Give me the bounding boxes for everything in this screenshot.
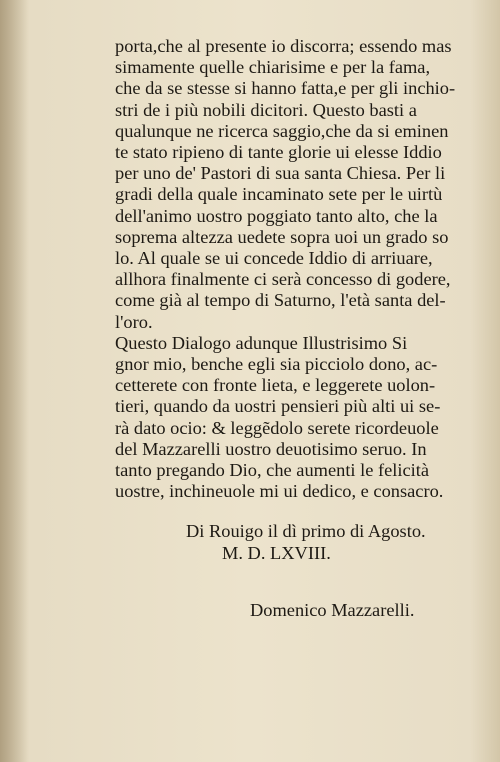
place-date: Di Rouigo il dì primo di Agosto.	[186, 521, 426, 542]
text-line: tieri, quando da uostri pensieri più alti ui se-	[115, 396, 441, 417]
dedication-text	[115, 36, 483, 621]
text-line: del Mazzarelli uostro deuotisimo seruo. In	[115, 438, 427, 459]
text-line: gradi della quale incaminato sete per le uirtù	[115, 184, 443, 205]
text-line: l'oro.	[115, 311, 153, 332]
text-line: qualunque ne ricerca saggio,che da si eminen	[115, 120, 449, 141]
signature: Domenico Mazzarelli.	[250, 599, 415, 620]
text-line: dell'animo uostro poggiato tanto alto, che la	[115, 205, 438, 226]
text-line: allhora finalmente ci serà concesso di godere,	[115, 269, 451, 290]
text-line: stri de i più nobili dicitori. Questo basti a	[115, 99, 417, 120]
text-line: porta,che al presente io discorra; essendo mas	[115, 36, 452, 56]
text-line: te stato ripieno di tante glorie ui elesse Iddio	[115, 142, 442, 163]
text-line: tanto pregando Dio, che aumenti le felicità	[115, 460, 430, 481]
text-line: soprema altezza uedete sopra uoi un grado so	[115, 226, 449, 247]
year: M. D. LXVIII.	[222, 542, 331, 563]
text-line: che da se stesse si hanno fatta,e per gli inchio-	[115, 78, 456, 99]
text-line: per uno de' Pastori di sua santa Chiesa. Per li	[115, 163, 446, 184]
text-line: simamente quelle chiarisime e per la fama,	[115, 57, 431, 78]
spacer	[115, 564, 483, 600]
text-line: gnor mio, benche egli sia picciolo dono, ac-	[115, 354, 438, 375]
text-line: cetterete con fronte lieta, e leggerete uolon-	[115, 375, 436, 396]
gutter-shadow	[0, 0, 28, 762]
text-line: Questo Dialogo adunque Illustrisimo Si	[115, 332, 408, 353]
text-line: lo. Al quale se ui concede Iddio di arriuare,	[115, 248, 433, 269]
spacer	[115, 502, 483, 521]
text-line: rà dato ocio: & leggẽdolo serete ricordeuole	[115, 417, 439, 438]
text-line: come già al tempo di Saturno, l'età santa del-	[115, 290, 446, 311]
text-line: uostre, inchineuole mi ui dedico, e consacro.	[115, 481, 444, 502]
